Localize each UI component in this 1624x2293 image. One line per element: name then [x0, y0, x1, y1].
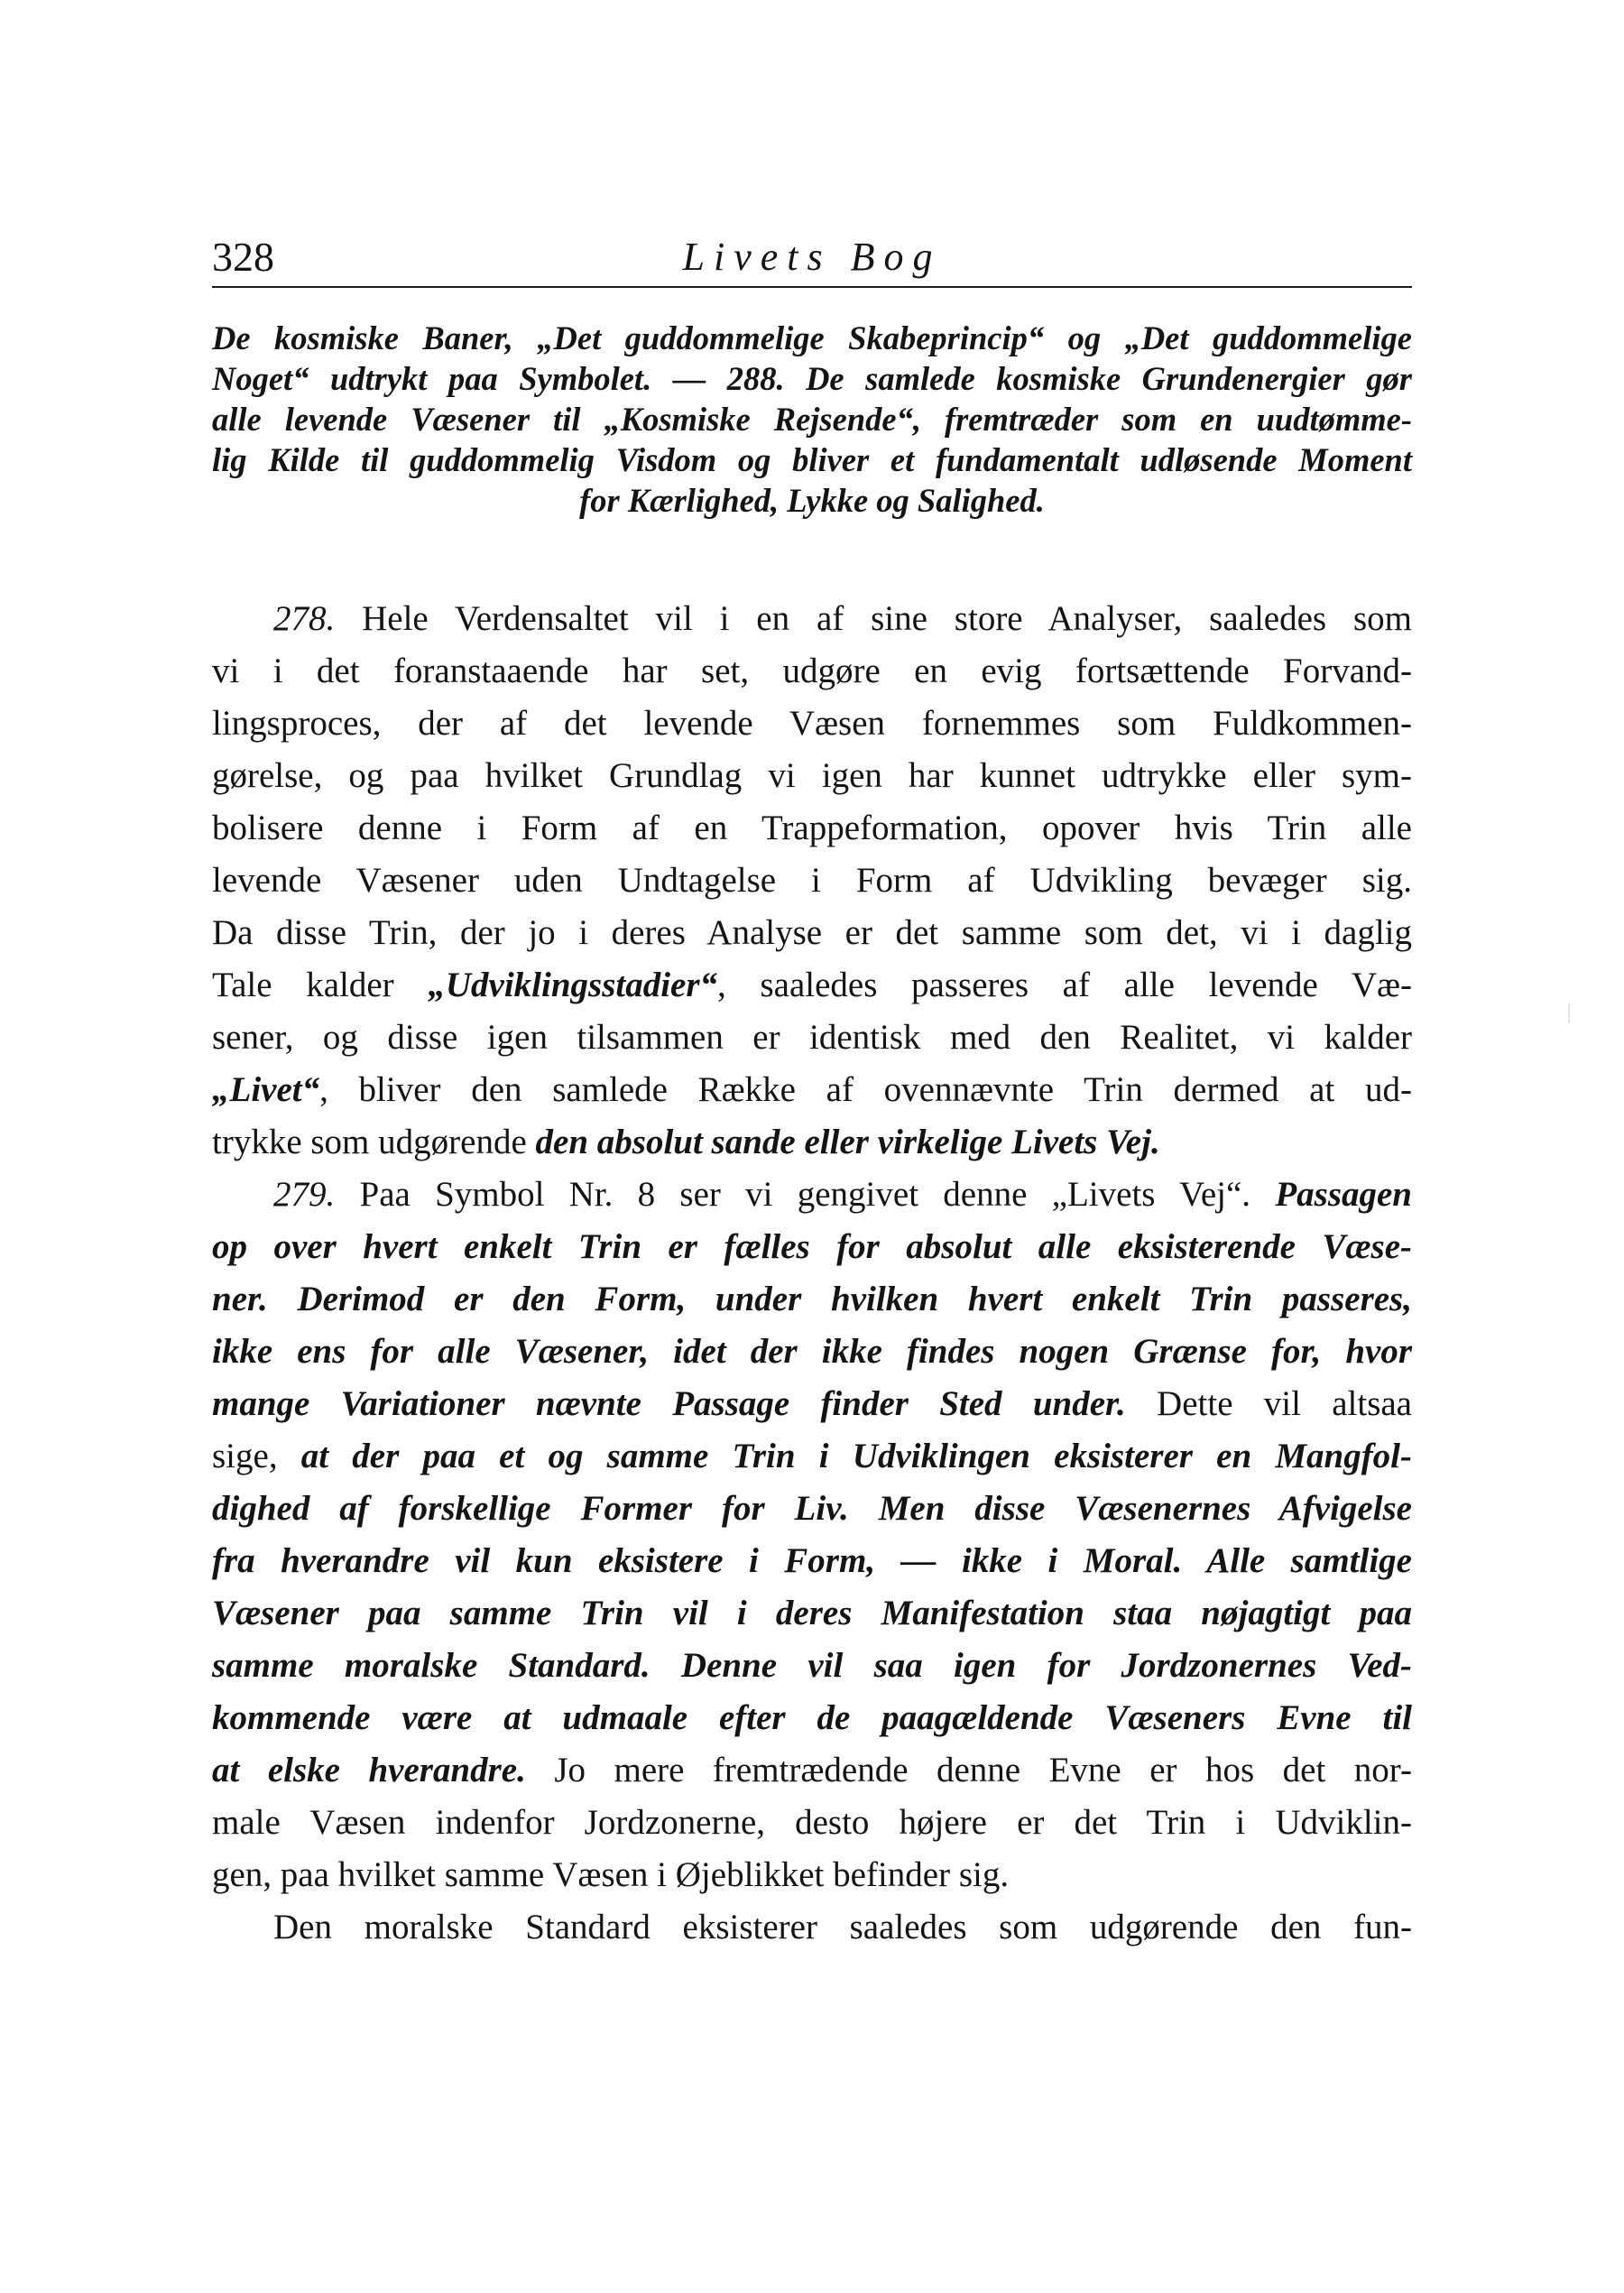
emphasis-run: den absolut sande eller virkelige Livets Vej. [535, 1123, 1160, 1161]
text-line: male Væsen indenfor Jordzonerne, desto højere er det Trin i Udviklin- [212, 1803, 1412, 1842]
text-line [212, 1064, 1412, 1116]
emphasis-run: Passagen [1275, 1175, 1412, 1214]
emphasis-line: dighed af forskellige Former for Liv. Men disse Væsenernes Afvigelse [212, 1489, 1412, 1528]
text-run: Hele Verdensaltet vil i en af sine store Analyser, saaledes som [335, 599, 1412, 638]
emphasis-line: ner. Derimod er den Form, under hvilken hvert enkelt Trin passeres, [212, 1280, 1412, 1318]
text-line: lingsproces, der af det levende Væsen fornemmes som Fuldkommen- [212, 704, 1412, 743]
paragraph-278-line [212, 593, 1412, 645]
text-line: bolisere denne i Form af en Trappeformation, opover hvis Trin alle [212, 809, 1412, 847]
body-text [212, 593, 1412, 1954]
paragraph-279-line [212, 1169, 1412, 1221]
text-run: , bliver den samlede Række af ovennævnte Trin dermed at ud- [319, 1070, 1412, 1109]
summary-line: lig Kilde til guddommelig Visdom og bliver et fundamentalt udløsende Moment [212, 441, 1412, 478]
text-line: gørelse, og paa hvilket Grundlag vi igen har kunnet udtrykke eller sym- [212, 756, 1412, 795]
emphasis-line: samme moralske Standard. Denne vil saa igen for Jordzonernes Ved- [212, 1646, 1412, 1685]
emphasis-run: mange Variationer nævnte Passage finder Sted under. [212, 1384, 1126, 1423]
text-run: Jo mere fremtrædende denne Evne er hos det nor- [525, 1751, 1412, 1789]
emphasis-line: Væsener paa samme Trin vil i deres Manifestation staa nøjagtigt paa [212, 1594, 1412, 1632]
text-run: Tale kalder [212, 966, 429, 1004]
text-line: Den moralske Standard eksisterer saaledes som udgørende den fun- [273, 1908, 1412, 1946]
text-line: sener, og disse igen tilsammen er identisk med den Realitet, vi kalder [212, 1018, 1412, 1057]
text-run: Dette vil altsaa [1125, 1384, 1412, 1423]
emphasis-line: kommende være at udmaale efter de paagældende Væseners Evne til [212, 1698, 1412, 1737]
chapter-summary [212, 318, 1412, 521]
emphasis-line: fra hverandre vil kun eksistere i Form, — ikke i Moral. Alle samtlige [212, 1541, 1412, 1580]
emphasis-run: at elske hverandre. [212, 1751, 526, 1789]
emphasis-line: ikke ens for alle Væsener, idet der ikke findes nogen Grænse for, hvor [212, 1332, 1412, 1371]
emphasis-line: op over hvert enkelt Trin er fælles for absolut alle eksisterende Væse- [212, 1227, 1412, 1266]
running-head [212, 230, 1412, 284]
margin-mark [1568, 1003, 1570, 1023]
text-run: , saaledes passeres af alle levende Væ- [717, 966, 1412, 1004]
page-number: 328 [212, 234, 274, 280]
text-line [212, 1116, 1412, 1169]
text-line [212, 1430, 1412, 1483]
text-line: gen, paa hvilket samme Væsen i Øjeblikket befinder sig. [212, 1855, 1010, 1894]
text-line: levende Væsener uden Undtagelse i Form af Udvikling bevæger sig. [212, 861, 1412, 900]
text-line [212, 1378, 1412, 1430]
text-run: sige, [212, 1437, 301, 1475]
running-title: Livets Bog [682, 235, 942, 279]
text-line [212, 959, 1412, 1012]
section-number: 278. [273, 599, 336, 638]
text-line [212, 1744, 1412, 1797]
text-run: Paa Symbol Nr. 8 ser vi gengivet denne „Livets Vej“. [335, 1175, 1276, 1214]
summary-line: De kosmiske Baner, „Det guddommelige Skabeprincip“ og „Det guddommelige [212, 319, 1412, 356]
section-number: 279. [273, 1175, 336, 1214]
text-line: vi i det foranstaaende har set, udgøre en evig fortsættende Forvand- [212, 652, 1412, 690]
summary-line: for Kærlighed, Lykke og Salighed. [579, 482, 1045, 519]
emphasis-run: „Udviklingsstadier“ [428, 966, 718, 1004]
header-rule [212, 286, 1412, 288]
text-run: trykke som udgørende [212, 1123, 536, 1161]
emphasis-run: „Livet“ [212, 1070, 320, 1109]
summary-line: alle levende Væsener til „Kosmiske Rejsende“, fremtræder som en uudtømme- [212, 401, 1412, 438]
emphasis-run: at der paa et og samme Trin i Udviklingen eksisterer en Mangfol- [300, 1437, 1412, 1475]
text-line: Da disse Trin, der jo i deres Analyse er det samme som det, vi i daglig [212, 913, 1412, 952]
summary-line: Noget“ udtrykt paa Symbolet. — 288. De samlede kosmiske Grundenergier gør [212, 360, 1412, 397]
